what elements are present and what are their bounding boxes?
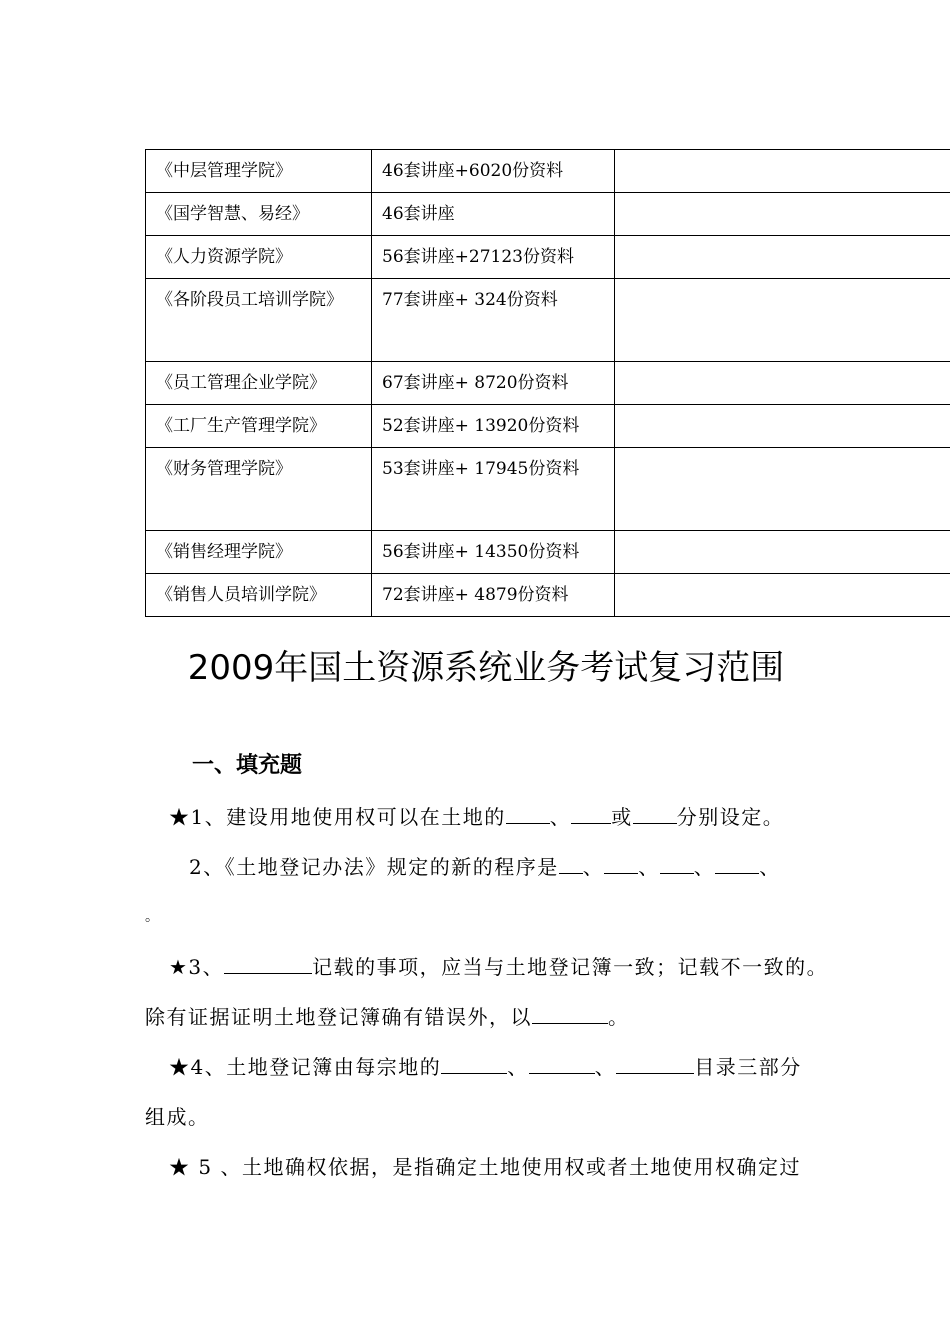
answer-blank <box>633 801 677 824</box>
answer-blank <box>571 801 611 824</box>
course-content: 52套讲座+ 13920份资料 <box>372 405 615 448</box>
course-content: 72套讲座+ 4879份资料 <box>372 574 615 617</box>
course-extra <box>615 574 950 617</box>
course-extra <box>615 150 950 193</box>
course-name: 《销售经理学院》 <box>146 531 372 574</box>
table-row <box>146 405 950 448</box>
q2-sep: 、 <box>638 855 660 879</box>
course-name: 《员工管理企业学院》 <box>146 362 372 405</box>
course-content: 77套讲座+ 324份资料 <box>372 279 615 362</box>
table-row <box>146 236 950 279</box>
table-row <box>146 193 950 236</box>
q5-text: ★ 5 、土地确权依据，是指确定土地使用权或者土地使用权确定过 <box>169 1155 801 1179</box>
course-content: 56套讲座+ 14350份资料 <box>372 531 615 574</box>
course-name: 《国学智慧、易经》 <box>146 193 372 236</box>
q3-text-2: 除有证据证明土地登记簿确有错误外，以 <box>145 1005 532 1029</box>
answer-blank <box>532 1001 608 1024</box>
course-extra <box>615 193 950 236</box>
question-5 <box>145 1142 865 1192</box>
q3-prefix: ★3、 <box>169 955 225 979</box>
course-content: 53套讲座+ 17945份资料 <box>372 448 615 531</box>
answer-blank <box>715 851 759 874</box>
answer-blank <box>224 951 312 974</box>
course-extra <box>615 362 950 405</box>
document-title: 2009年国土资源系统业务考试复习范围 <box>187 648 785 688</box>
table-row <box>146 362 950 405</box>
q4-sep: 、 <box>507 1055 529 1079</box>
course-extra <box>615 531 950 574</box>
question-2 <box>145 842 865 942</box>
course-extra <box>615 279 950 362</box>
q1-text: ★1、建设用地使用权可以在土地的 <box>169 805 506 829</box>
q4-end: 组成。 <box>145 1105 210 1129</box>
q2-text: 2、《土地登记办法》规定的新的程序是 <box>189 855 559 879</box>
course-content: 46套讲座+6020份资料 <box>372 150 615 193</box>
q3-end: 。 <box>608 1005 630 1029</box>
course-name: 《人力资源学院》 <box>146 236 372 279</box>
course-name: 《中层管理学院》 <box>146 150 372 193</box>
course-table <box>145 149 950 617</box>
course-name: 《工厂生产管理学院》 <box>146 405 372 448</box>
course-content: 56套讲座+27123份资料 <box>372 236 615 279</box>
table-row <box>146 574 950 617</box>
question-4 <box>145 1042 865 1142</box>
q4-text: ★4、土地登记簿由每宗地的 <box>169 1055 442 1079</box>
course-name: 《财务管理学院》 <box>146 448 372 531</box>
q2-end: 。 <box>145 909 161 925</box>
course-extra <box>615 236 950 279</box>
q2-sep: 、 <box>693 855 716 879</box>
course-name: 《各阶段员工培训学院》 <box>146 279 372 362</box>
q3-text: 记载的事项，应当与土地登记簿一致；记载不一致的。 <box>312 955 829 979</box>
q1-end: 分别设定。 <box>676 805 785 829</box>
course-extra <box>615 448 950 531</box>
course-content: 67套讲座+ 8720份资料 <box>372 362 615 405</box>
table-row <box>146 448 950 531</box>
section-heading: 一、填充题 <box>192 752 303 778</box>
answer-blank <box>616 1051 694 1074</box>
q2-sep: 、 <box>759 855 781 879</box>
q2-sep: 、 <box>582 855 605 879</box>
course-name: 《销售人员培训学院》 <box>146 574 372 617</box>
course-extra <box>615 405 950 448</box>
q1-or: 或 <box>611 805 633 829</box>
table-row <box>146 150 950 193</box>
answer-blank <box>441 1051 507 1074</box>
q4-text-2: 目录三部分 <box>694 1055 802 1079</box>
answer-blank <box>559 851 583 874</box>
table-row <box>146 531 950 574</box>
answer-blank <box>604 851 638 874</box>
course-content: 46套讲座 <box>372 193 615 236</box>
answer-blank <box>660 851 694 874</box>
table-row <box>146 279 950 362</box>
question-3 <box>145 942 865 1042</box>
answer-blank <box>506 801 550 824</box>
question-1 <box>145 792 845 842</box>
q1-sep: 、 <box>549 805 572 829</box>
q4-sep: 、 <box>594 1055 617 1079</box>
answer-blank <box>529 1051 595 1074</box>
